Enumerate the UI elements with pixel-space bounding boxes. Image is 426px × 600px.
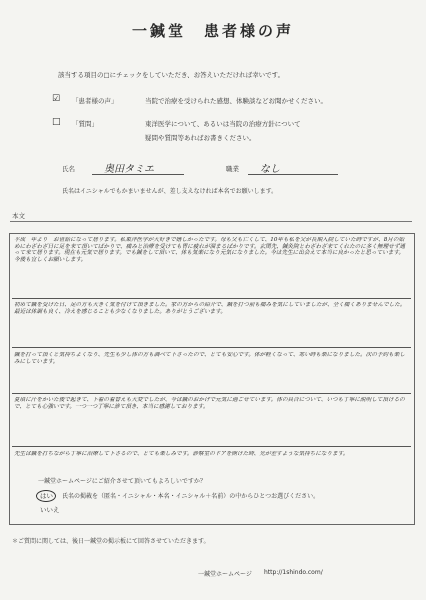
body-divider-1 xyxy=(12,298,411,299)
consent-yes[interactable]: はい xyxy=(40,492,53,500)
intro-text: 該当する項目の□にチェックをしていただき、お答えいただければ幸いです。 xyxy=(58,71,285,79)
body-paragraph-1: 平成 年より お世話になって居ります。私東洋医学が大好きで嬉しかったです。母も父も亡くして、10年も私を父が長期入院していた時ですが、8月の始めにわざわざ日に足を来て頂いてばかりで、痛みと治療を受けても胃に疲れが溜まるばかりです。玄関先、鍼灸院とわざわざ来てくれたのに多く無理せず通って来て居ります。現在も元気で居ります。でも鍼をして頂いて、体も気楽になり元気になりました。今は先生に出会えて本当に良かったと思っています。今後も宜しくお願いします。 xyxy=(14,237,406,263)
name-value[interactable]: 奥田タミエ xyxy=(104,164,154,175)
voice-desc: 当院で治療を受けられた感想、体験談などお聞かせください。 xyxy=(145,97,327,105)
body-paragraph-5: 先生は鍼を打ちながら丁寧に治療して下さるので、とても楽しみです。診察室のドアを開けた時、光が差すような気持ちになります。 xyxy=(14,451,349,457)
consent-detail: 氏名の掲載を（匿名・イニシャル・本名・イニシャル＋名前）の中からひとつお選びください。 xyxy=(62,493,320,500)
body-divider-4 xyxy=(12,446,411,447)
body-paragraph-4: 夏頃に汗をかいた後で起きて、下着の着替えも大変でしたが、今は鍼のおかげで元気に過ごせています。体の具合について、いつも丁寧に説明して頂けるので、とても心強いです。一つ一つ丁寧に診て頂き、本当に感謝しております。 xyxy=(14,397,405,410)
voice-label: 「患者様の声」 xyxy=(72,97,118,105)
voice-checkbox[interactable]: ☑ xyxy=(52,94,61,104)
footer-site: 一鍼堂ホームページ xyxy=(198,571,252,578)
body-paragraph-3: 鍼を打って頂くと気持ちよくなり、先生も少し体の方も調べて下さったので、とても安心です。体が軽くなって、寒い時も楽になりました。次の予約も楽しみにしています。 xyxy=(14,352,405,365)
body-divider-2 xyxy=(12,347,411,348)
footer-url[interactable]: http://1shindo.com/ xyxy=(264,569,323,576)
job-value[interactable]: なし xyxy=(260,164,280,175)
question-desc-2: 疑問や質問等あればお書きください。 xyxy=(145,134,256,142)
body-label: 本文 xyxy=(12,212,25,220)
body-divider-3 xyxy=(12,393,411,394)
name-label: 氏名 xyxy=(62,165,75,173)
page-title: 一鍼堂 患者様の声 xyxy=(131,22,294,40)
question-label: 「質問」 xyxy=(72,120,98,128)
body-paragraph-2: 初めて鍼を受けた日、足の方も大きく気を付けて頂きました。家の方からの紹介で、鍼を打つ前も痛みを気にしていましたが、全く痛くありませんでした。最近は体調も良く、冷えを感じることも少なくなりました。ありがとうございます。 xyxy=(14,302,406,315)
consent-no[interactable]: いいえ xyxy=(40,506,60,514)
footer-note: ＊ご質問に関しては、後日一鍼堂の掲示板にて回答させていただきます。 xyxy=(12,538,210,545)
name-note: 氏名はイニシャルでもかまいませんが、差し支えなければ本名でお願いします。 xyxy=(62,188,278,195)
question-desc: 東洋医学について、あるいは当院の治療方針について xyxy=(145,120,301,128)
consent-prompt: 一鍼堂ホームページにご紹介させて頂いてもよろしいですか？ xyxy=(38,478,206,485)
job-label: 職業 xyxy=(226,165,239,173)
question-checkbox[interactable]: □ xyxy=(52,117,61,127)
body-top-rule xyxy=(10,221,412,222)
